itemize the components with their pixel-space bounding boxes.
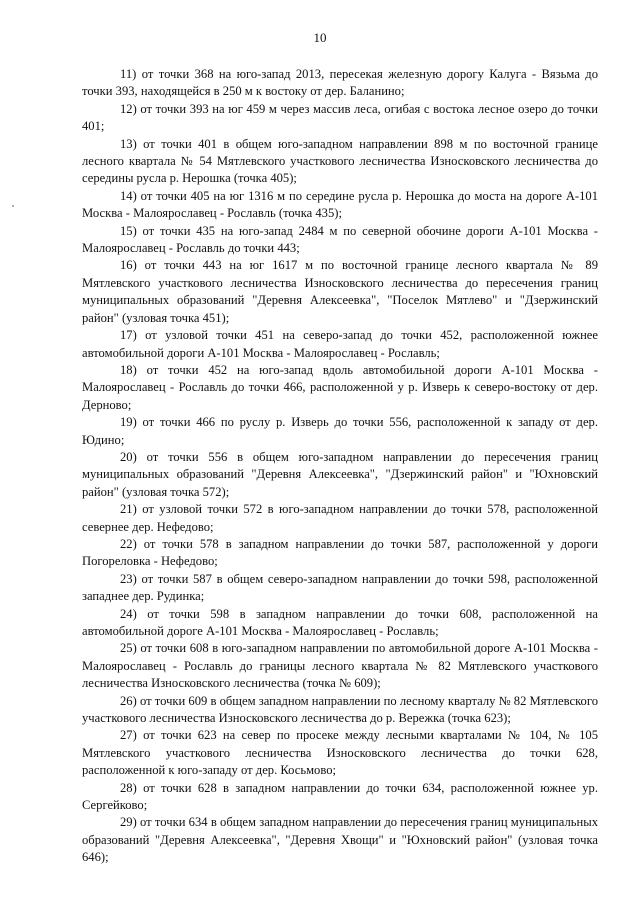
paragraph-22: 22) от точки 578 в западном направлении до точки 587, расположенной у дороги Погореловка - Нефедово; [82,536,598,569]
paragraph-26: 26) от точки 609 в общем западном направлении по лесному кварталу № 82 Мятлевского участкового лесничества Износковского лесничества до р. Вережка (точка 623); [82,693,598,726]
paragraph-14: 14) от точки 405 на юг 1316 м по середине русла р. Нерошка до моста на дороге А-101 Москва - Малоярославец - Рославль (точка 435); [82,188,598,221]
paragraph-19: 19) от точки 466 по руслу р. Изверь до точки 556, расположенной к западу от дер. Юдино; [82,415,598,447]
paragraph-27: 27) от точки 623 на север по просеке между лесными кварталами № 104, № 105 Мятлевского участкового лесничества Износковского лесничества до точки 628, расположенной к юго-западу от дер. Косьмово; [82,728,598,778]
paragraph-17: 17) от узловой точки 451 на северо-запад до точки 452, расположенной южнее автомобильной дороги А-101 Москва - Малоярославец - Рославль; [82,328,598,360]
paragraph-18: 18) от точки 452 на юго-запад вдоль автомобильной дороги А-101 Москва - Малоярославец - Рославль до точки 466, расположенной у р. Изверь к северо-востоку от дер. Дерново; [82,362,598,412]
paragraph-20: 20) от точки 556 в общем юго-западном направлении до пересечения границ муниципальных образований "Деревня Алексеевка", "Дзержинский район" и "Юхновский район" (узловая точка 572); [82,449,598,499]
paragraph-24: 24) от точки 598 в западном направлении до точки 608, расположенной на автомобильной дороге А-101 Москва - Малоярославец - Рославль; [82,606,598,638]
paragraph-13: 13) от точки 401 в общем юго-западном направлении 898 м по восточной границе лесного квартала № 54 Мятлевского участкового лесничества Износковского лесничества до середины русла р. Нерошка (точка 405); [82,136,598,186]
paragraph-16: 16) от точки 443 на юг 1617 м по восточной границе лесного квартала № 89 Мятлевского участкового лесничества Износковского лесничества до пересечения границ муниципальных образований "Деревня Алексеевка", "Поселок Мятлево" и "Дзержинский район" (узловая точка 451); [82,258,598,325]
paragraph-25: 25) от точки 608 в юго-западном направлении по автомобильной дороге А-101 Москва - Малоярославец - Рославль до границы лесного квартала № 82 Мятлевского участкового лесничества Износковского лесничества (точка № 609); [82,641,598,691]
paragraph-28: 28) от точки 628 в западном направлении до точки 634, расположенной южнее ур. Сергейково; [82,780,598,813]
paragraph-29: 29) от точки 634 в общем западном направлении до пересечения границ муниципальных образований "Деревня Алексеевка", "Деревня Хвощи" и "Юхновский район" (узловая точка 646); [82,815,598,865]
paragraph-15: 15) от точки 435 на юго-запад 2484 м по северной обочине дороги А-101 Москва - Малоярославец - Рославль до точки 443; [82,223,598,256]
paragraph-11: 11) от точки 368 на юго-запад 2013, пересекая железную дорогу Калуга - Вязьма до точки 393, находящейся в 250 м к востоку от дер. Баланино; [82,67,598,99]
paragraph-21: 21) от узловой точки 572 в юго-западном направлении до точки 578, расположенной севернее дер. Нефедово; [82,502,598,534]
paragraph-23: 23) от точки 587 в общем северо-западном направлении до точки 598, расположенной западнее дер. Рудинка; [82,571,598,604]
document-body [82,66,598,867]
scan-speck [12,205,14,207]
paragraph-12: 12) от точки 393 на юг 459 м через массив леса, огибая с востока лесное озеро до точки 401; [82,101,598,134]
page-number: 10 [313,30,327,45]
